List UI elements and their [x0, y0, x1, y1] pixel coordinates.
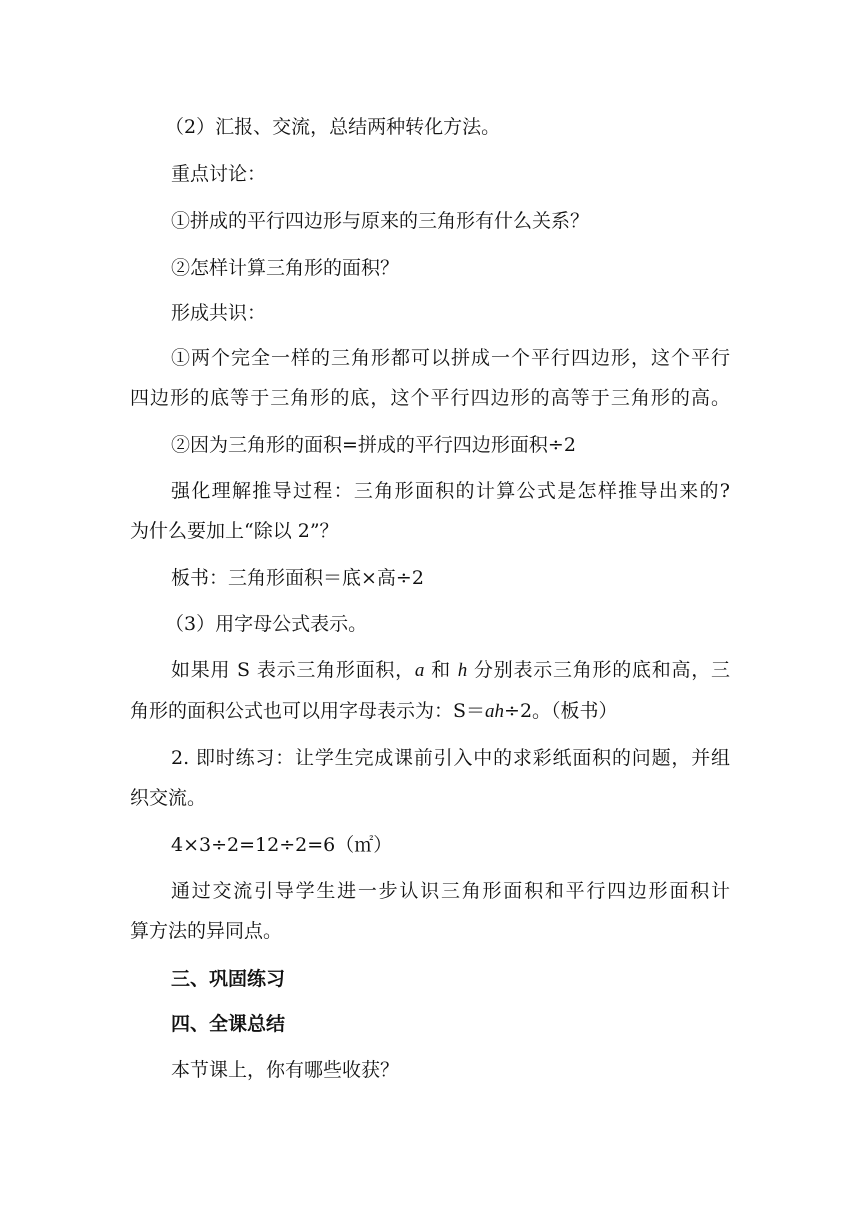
- derivation-question-line-2: 为什么要加上“除以 2”？: [130, 520, 339, 542]
- board-formula: 板书：三角形面积＝底×高÷2: [171, 567, 424, 589]
- comparison-line-2: 算方法的异同点。: [130, 920, 283, 942]
- discussion-question-1: ①拼成的平行四边形与原来的三角形有什么关系？: [171, 210, 590, 232]
- consensus-point-1-line-1: ①两个完全一样的三角形都可以拼成一个平行四边形，这个平行: [171, 347, 730, 369]
- derivation-question-line-1: 强化理解推导过程：三角形面积的计算公式是怎样推导出来的?: [171, 480, 730, 502]
- section-3-heading: 三、巩固练习: [171, 968, 286, 990]
- step-2-heading: （2）汇报、交流，总结两种转化方法。: [165, 116, 501, 138]
- summary-question: 本节课上，你有哪些收获？: [171, 1059, 400, 1081]
- letter-formula-line-2: 角形的面积公式也可以用字母表示为：S＝ah÷2。（板书）: [130, 700, 618, 722]
- section-4-heading: 四、全课总结: [171, 1013, 286, 1035]
- discussion-label: 重点讨论：: [171, 163, 267, 185]
- letter-formula-line-1: 如果用 S 表示三角形面积，a 和 h 分别表示三角形的底和高，三: [171, 659, 730, 681]
- discussion-question-2: ②怎样计算三角形的面积？: [171, 257, 400, 279]
- consensus-point-2: ②因为三角形的面积=拼成的平行四边形面积÷2: [171, 434, 576, 456]
- practice-calculation: 4×3÷2=12÷2=6（㎡）: [171, 834, 393, 856]
- consensus-point-1-line-2: 四边形的底等于三角形的底，这个平行四边形的高等于三角形的高。: [130, 387, 730, 409]
- step-3-heading: （3）用字母公式表示。: [165, 613, 368, 635]
- consensus-label: 形成共识：: [171, 302, 267, 324]
- practice-line-2: 织交流。: [130, 787, 207, 809]
- practice-line-1: 2. 即时练习：让学生完成课前引入中的求彩纸面积的问题，并组: [171, 747, 730, 769]
- comparison-line-1: 通过交流引导学生进一步认识三角形面积和平行四边形面积计: [171, 880, 730, 902]
